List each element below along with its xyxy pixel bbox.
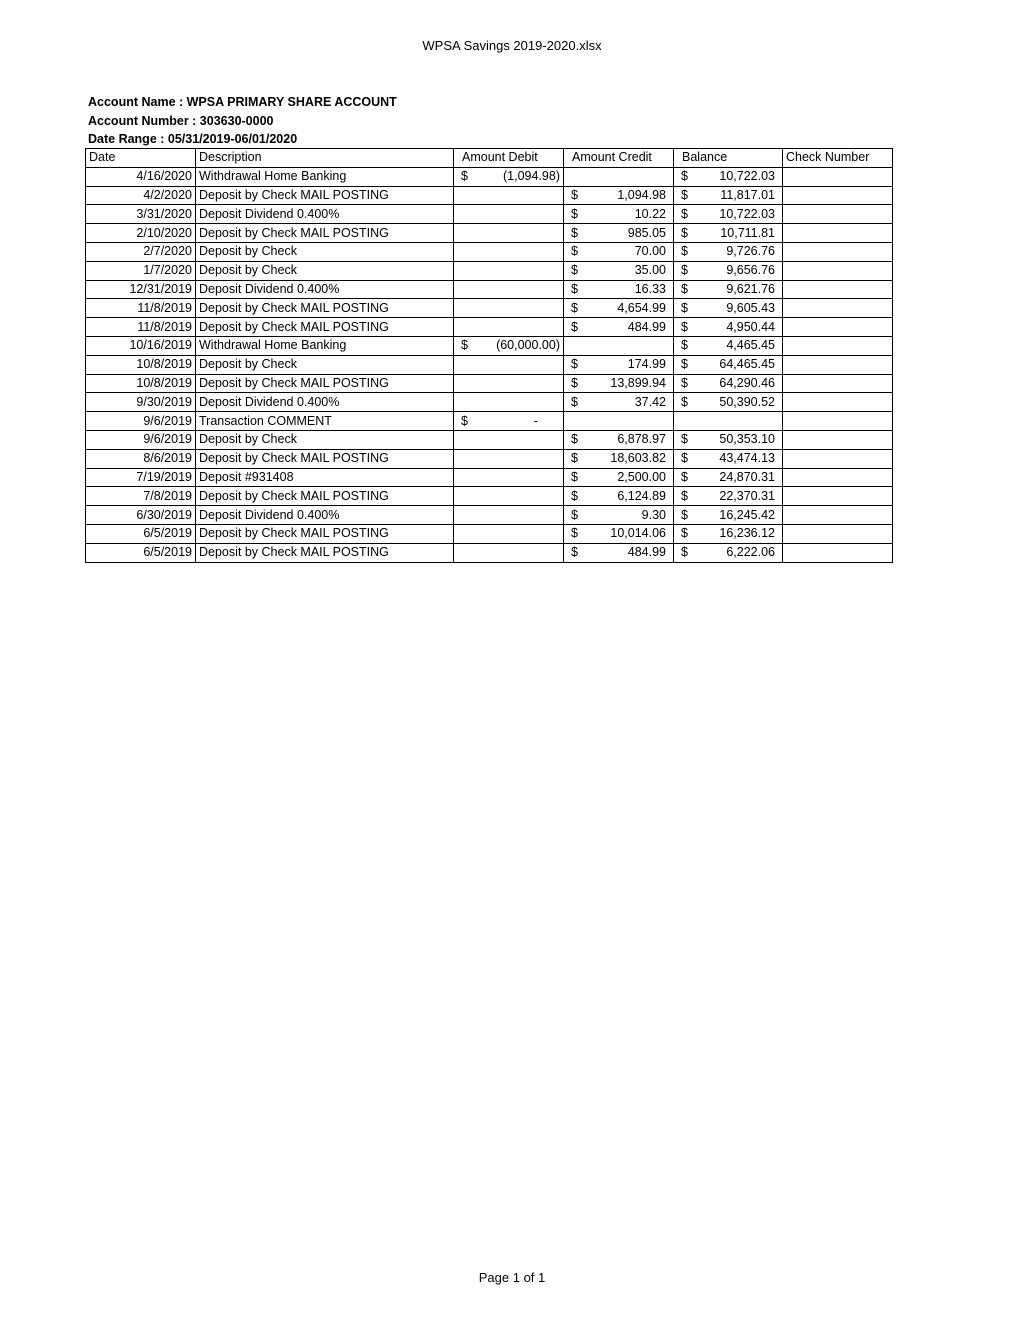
credit-amount xyxy=(567,469,670,486)
cell-balance xyxy=(674,336,783,355)
cell-check-number xyxy=(783,412,893,431)
balance-value: 9,656.76 xyxy=(726,263,775,278)
cell-balance xyxy=(674,186,783,205)
currency-symbol: $ xyxy=(571,526,578,541)
currency-symbol: $ xyxy=(681,244,688,259)
balance-value: 9,605.43 xyxy=(726,300,775,315)
cell-balance xyxy=(674,224,783,243)
cell-debit xyxy=(454,393,564,412)
currency-symbol: $ xyxy=(571,357,578,372)
balance-amount xyxy=(677,431,779,448)
balance-value: 64,465.45 xyxy=(719,357,775,372)
balance-amount xyxy=(677,281,779,298)
balance-amount xyxy=(677,187,779,204)
cell-check-number xyxy=(783,449,893,468)
cell-credit xyxy=(564,430,674,449)
cell-credit xyxy=(564,261,674,280)
balance-value: 11,817.01 xyxy=(720,187,775,202)
cell-check-number xyxy=(783,280,893,299)
credit-value: 174.99 xyxy=(627,357,666,372)
currency-symbol: $ xyxy=(571,319,578,334)
currency-symbol: $ xyxy=(571,507,578,522)
header-description: Description xyxy=(196,149,454,168)
cell-date: 2/10/2020 xyxy=(86,224,196,243)
cell-description: Deposit Dividend 0.400% xyxy=(196,393,454,412)
currency-symbol: $ xyxy=(571,300,578,315)
cell-date: 9/6/2019 xyxy=(86,412,196,431)
currency-symbol: $ xyxy=(681,338,688,353)
table-row xyxy=(86,524,893,543)
cell-description: Deposit by Check MAIL POSTING xyxy=(196,487,454,506)
table-row xyxy=(86,506,893,525)
balance-amount xyxy=(677,337,779,354)
table-row xyxy=(86,336,893,355)
balance-value: 6,222.06 xyxy=(726,545,775,560)
table-header-row xyxy=(86,149,893,168)
credit-value: 10,014.06 xyxy=(610,526,666,541)
cell-debit xyxy=(454,449,564,468)
table-row xyxy=(86,280,893,299)
credit-value: 1,094.98 xyxy=(617,187,666,202)
table-row xyxy=(86,430,893,449)
currency-symbol: $ xyxy=(571,488,578,503)
currency-symbol: $ xyxy=(681,169,688,184)
cell-description: Deposit #931408 xyxy=(196,468,454,487)
balance-amount xyxy=(677,488,779,505)
cell-debit xyxy=(454,355,564,374)
account-name: Account Name : WPSA PRIMARY SHARE ACCOUNT xyxy=(88,95,397,109)
header-amount-credit: Amount Credit xyxy=(564,149,674,168)
table-row xyxy=(86,167,893,186)
currency-symbol: $ xyxy=(681,281,688,296)
cell-credit xyxy=(564,299,674,318)
cell-debit xyxy=(454,487,564,506)
cell-check-number xyxy=(783,205,893,224)
balance-value: 4,465.45 xyxy=(726,338,775,353)
currency-symbol: $ xyxy=(571,263,578,278)
cell-check-number xyxy=(783,543,893,562)
balance-value: 24,870.31 xyxy=(719,469,775,484)
balance-amount xyxy=(677,225,779,242)
transactions-table xyxy=(85,148,893,563)
currency-symbol: $ xyxy=(681,526,688,541)
credit-amount xyxy=(567,431,670,448)
header-check-number: Check Number xyxy=(783,149,893,168)
cell-date: 1/7/2020 xyxy=(86,261,196,280)
cell-credit xyxy=(564,543,674,562)
currency-symbol: $ xyxy=(571,451,578,466)
cell-date: 8/6/2019 xyxy=(86,449,196,468)
currency-symbol: $ xyxy=(681,263,688,278)
balance-value: 10,722.03 xyxy=(719,206,775,221)
cell-check-number xyxy=(783,224,893,243)
credit-amount xyxy=(567,262,670,279)
currency-symbol: $ xyxy=(571,545,578,560)
cell-description: Deposit by Check xyxy=(196,355,454,374)
currency-symbol: $ xyxy=(571,187,578,202)
cell-balance xyxy=(674,468,783,487)
cell-balance xyxy=(674,543,783,562)
cell-debit xyxy=(454,224,564,243)
cell-balance xyxy=(674,506,783,525)
cell-description: Deposit by Check MAIL POSTING xyxy=(196,186,454,205)
table-row xyxy=(86,393,893,412)
currency-symbol: $ xyxy=(681,300,688,315)
cell-balance xyxy=(674,393,783,412)
cell-balance xyxy=(674,430,783,449)
cell-date: 6/30/2019 xyxy=(86,506,196,525)
cell-credit xyxy=(564,318,674,337)
cell-debit xyxy=(454,318,564,337)
cell-debit xyxy=(454,506,564,525)
currency-symbol: $ xyxy=(681,451,688,466)
cell-date: 9/6/2019 xyxy=(86,430,196,449)
cell-check-number xyxy=(783,487,893,506)
cell-description: Deposit by Check MAIL POSTING xyxy=(196,543,454,562)
cell-description: Deposit by Check MAIL POSTING xyxy=(196,224,454,243)
balance-amount xyxy=(677,300,779,317)
currency-symbol: $ xyxy=(681,375,688,390)
table-row xyxy=(86,468,893,487)
cell-description: Withdrawal Home Banking xyxy=(196,167,454,186)
cell-balance xyxy=(674,261,783,280)
cell-check-number xyxy=(783,355,893,374)
balance-value: 43,474.13 xyxy=(719,451,775,466)
cell-balance xyxy=(674,449,783,468)
account-number: Account Number : 303630-0000 xyxy=(88,113,274,128)
cell-check-number xyxy=(783,167,893,186)
cell-balance xyxy=(674,205,783,224)
credit-value: 70.00 xyxy=(634,244,666,259)
cell-check-number xyxy=(783,506,893,525)
credit-amount xyxy=(567,394,670,411)
cell-date: 10/8/2019 xyxy=(86,355,196,374)
cell-description: Deposit Dividend 0.400% xyxy=(196,506,454,525)
cell-check-number xyxy=(783,242,893,261)
credit-amount xyxy=(567,507,670,524)
currency-symbol: $ xyxy=(681,394,688,409)
cell-debit xyxy=(454,186,564,205)
balance-amount xyxy=(677,394,779,411)
cell-check-number xyxy=(783,318,893,337)
balance-amount xyxy=(677,319,779,336)
credit-value: 985.05 xyxy=(627,225,666,240)
balance-amount xyxy=(677,450,779,467)
cell-balance xyxy=(674,280,783,299)
balance-value: 16,245.42 xyxy=(719,507,775,522)
table-row xyxy=(86,242,893,261)
balance-amount xyxy=(677,168,779,185)
cell-description: Deposit by Check xyxy=(196,261,454,280)
file-title: WPSA Savings 2019-2020.xlsx xyxy=(422,38,602,53)
cell-debit xyxy=(454,280,564,299)
cell-description: Deposit by Check MAIL POSTING xyxy=(196,524,454,543)
cell-check-number xyxy=(783,524,893,543)
cell-credit xyxy=(564,205,674,224)
table-row xyxy=(86,299,893,318)
cell-credit xyxy=(564,336,674,355)
credit-value: 6,124.89 xyxy=(617,488,666,503)
credit-value: 6,878.97 xyxy=(617,432,666,447)
currency-symbol: $ xyxy=(571,375,578,390)
currency-symbol: $ xyxy=(681,432,688,447)
cell-description: Transaction COMMENT xyxy=(196,412,454,431)
currency-symbol: $ xyxy=(681,357,688,372)
currency-symbol: $ xyxy=(571,225,578,240)
balance-amount xyxy=(677,544,779,561)
currency-symbol: $ xyxy=(571,244,578,259)
currency-symbol: $ xyxy=(681,206,688,221)
credit-value: 484.99 xyxy=(627,545,666,560)
balance-value: 50,353.10 xyxy=(719,432,775,447)
table-row xyxy=(86,355,893,374)
balance-amount xyxy=(677,206,779,223)
currency-symbol: $ xyxy=(571,432,578,447)
cell-debit xyxy=(454,543,564,562)
cell-date: 2/7/2020 xyxy=(86,242,196,261)
table-row xyxy=(86,205,893,224)
credit-amount xyxy=(567,300,670,317)
balance-value: 9,726.76 xyxy=(726,244,775,259)
balance-amount xyxy=(677,469,779,486)
credit-amount xyxy=(567,187,670,204)
cell-credit xyxy=(564,224,674,243)
balance-value: 50,390.52 xyxy=(719,394,775,409)
cell-check-number xyxy=(783,430,893,449)
cell-date: 6/5/2019 xyxy=(86,524,196,543)
date-range: Date Range : 05/31/2019-06/01/2020 xyxy=(88,132,298,146)
currency-symbol: $ xyxy=(681,187,688,202)
cell-balance xyxy=(674,374,783,393)
cell-date: 6/5/2019 xyxy=(86,543,196,562)
cell-debit xyxy=(454,430,564,449)
cell-date: 10/8/2019 xyxy=(86,374,196,393)
table-row xyxy=(86,374,893,393)
cell-credit xyxy=(564,412,674,431)
cell-credit xyxy=(564,487,674,506)
cell-check-number xyxy=(783,336,893,355)
cell-date: 10/16/2019 xyxy=(86,336,196,355)
cell-description: Deposit by Check MAIL POSTING xyxy=(196,318,454,337)
cell-balance xyxy=(674,318,783,337)
table-row xyxy=(86,543,893,562)
cell-credit xyxy=(564,280,674,299)
cell-credit xyxy=(564,167,674,186)
cell-debit xyxy=(454,242,564,261)
credit-amount xyxy=(567,243,670,260)
table-row xyxy=(86,318,893,337)
balance-value: 4,950.44 xyxy=(726,319,775,334)
credit-amount xyxy=(567,356,670,373)
currency-symbol: $ xyxy=(681,469,688,484)
cell-credit xyxy=(564,355,674,374)
cell-balance xyxy=(674,412,783,431)
cell-date: 7/19/2019 xyxy=(86,468,196,487)
table-row xyxy=(86,487,893,506)
cell-debit xyxy=(454,167,564,186)
cell-credit xyxy=(564,186,674,205)
cell-balance xyxy=(674,167,783,186)
credit-value: 13,899.94 xyxy=(610,375,666,390)
table-row xyxy=(86,261,893,280)
cell-balance xyxy=(674,524,783,543)
currency-symbol: $ xyxy=(681,507,688,522)
currency-symbol: $ xyxy=(681,488,688,503)
debit-amount xyxy=(457,337,560,354)
cell-date: 11/8/2019 xyxy=(86,318,196,337)
cell-description: Withdrawal Home Banking xyxy=(196,336,454,355)
credit-value: 9.30 xyxy=(641,507,666,522)
table-row xyxy=(86,224,893,243)
currency-symbol: $ xyxy=(461,413,468,428)
credit-amount xyxy=(567,206,670,223)
credit-amount xyxy=(567,375,670,392)
credit-amount xyxy=(567,225,670,242)
cell-check-number xyxy=(783,186,893,205)
header-amount-debit: Amount Debit xyxy=(454,149,564,168)
cell-credit xyxy=(564,506,674,525)
cell-description: Deposit Dividend 0.400% xyxy=(196,280,454,299)
cell-check-number xyxy=(783,261,893,280)
cell-credit xyxy=(564,393,674,412)
cell-description: Deposit by Check MAIL POSTING xyxy=(196,299,454,318)
cell-debit xyxy=(454,205,564,224)
cell-credit xyxy=(564,468,674,487)
credit-value: 484.99 xyxy=(627,319,666,334)
credit-value: 16.33 xyxy=(634,281,666,296)
debit-value: (60,000.00) xyxy=(496,338,560,353)
balance-amount xyxy=(677,375,779,392)
cell-debit xyxy=(454,524,564,543)
cell-debit xyxy=(454,374,564,393)
credit-value: 2,500.00 xyxy=(617,469,666,484)
cell-credit xyxy=(564,449,674,468)
cell-credit xyxy=(564,242,674,261)
header-balance: Balance xyxy=(674,149,783,168)
debit-amount xyxy=(457,413,560,430)
cell-balance xyxy=(674,487,783,506)
balance-value: 16,236.12 xyxy=(719,526,775,541)
cell-debit xyxy=(454,336,564,355)
header-date: Date xyxy=(86,149,196,168)
currency-symbol: $ xyxy=(571,469,578,484)
cell-date: 7/8/2019 xyxy=(86,487,196,506)
credit-value: 18,603.82 xyxy=(610,451,666,466)
credit-amount xyxy=(567,525,670,542)
credit-value: 35.00 xyxy=(634,263,666,278)
credit-amount xyxy=(567,488,670,505)
cell-debit xyxy=(454,412,564,431)
cell-date: 4/2/2020 xyxy=(86,186,196,205)
currency-symbol: $ xyxy=(571,281,578,296)
currency-symbol: $ xyxy=(461,169,468,184)
currency-symbol: $ xyxy=(571,394,578,409)
balance-value: 10,722.03 xyxy=(719,169,775,184)
currency-symbol: $ xyxy=(571,206,578,221)
currency-symbol: $ xyxy=(681,319,688,334)
debit-value: (1,094.98) xyxy=(503,169,560,184)
cell-check-number xyxy=(783,468,893,487)
cell-debit xyxy=(454,468,564,487)
balance-amount xyxy=(677,262,779,279)
credit-amount xyxy=(567,544,670,561)
cell-description: Deposit by Check MAIL POSTING xyxy=(196,449,454,468)
credit-amount xyxy=(567,281,670,298)
cell-debit xyxy=(454,261,564,280)
currency-symbol: $ xyxy=(681,225,688,240)
credit-amount xyxy=(567,319,670,336)
balance-amount xyxy=(677,525,779,542)
cell-debit xyxy=(454,299,564,318)
table-row xyxy=(86,186,893,205)
credit-value: 4,654.99 xyxy=(617,300,666,315)
account-info xyxy=(88,93,397,149)
credit-value: 10.22 xyxy=(634,206,666,221)
cell-date: 12/31/2019 xyxy=(86,280,196,299)
cell-date: 11/8/2019 xyxy=(86,299,196,318)
cell-date: 4/16/2020 xyxy=(86,167,196,186)
table-row xyxy=(86,449,893,468)
credit-amount xyxy=(567,450,670,467)
currency-symbol: $ xyxy=(681,545,688,560)
cell-date: 3/31/2020 xyxy=(86,205,196,224)
cell-balance xyxy=(674,242,783,261)
debit-amount xyxy=(457,168,560,185)
cell-description: Deposit Dividend 0.400% xyxy=(196,205,454,224)
cell-check-number xyxy=(783,374,893,393)
table-row xyxy=(86,412,893,431)
balance-value: 10,711.81 xyxy=(720,225,775,240)
balance-value: 22,370.31 xyxy=(719,488,775,503)
page-footer: Page 1 of 1 xyxy=(478,1270,546,1285)
cell-balance xyxy=(674,299,783,318)
cell-check-number xyxy=(783,393,893,412)
cell-credit xyxy=(564,374,674,393)
currency-symbol: $ xyxy=(461,338,468,353)
cell-description: Deposit by Check MAIL POSTING xyxy=(196,374,454,393)
cell-date: 9/30/2019 xyxy=(86,393,196,412)
balance-amount xyxy=(677,507,779,524)
cell-check-number xyxy=(783,299,893,318)
cell-description: Deposit by Check xyxy=(196,430,454,449)
balance-value: 9,621.76 xyxy=(726,281,775,296)
cell-credit xyxy=(564,524,674,543)
balance-value: 64,290.46 xyxy=(719,375,775,390)
cell-balance xyxy=(674,355,783,374)
balance-amount xyxy=(677,356,779,373)
credit-value: 37.42 xyxy=(634,394,666,409)
debit-value: - xyxy=(533,413,538,428)
cell-description: Deposit by Check xyxy=(196,242,454,261)
balance-amount xyxy=(677,243,779,260)
